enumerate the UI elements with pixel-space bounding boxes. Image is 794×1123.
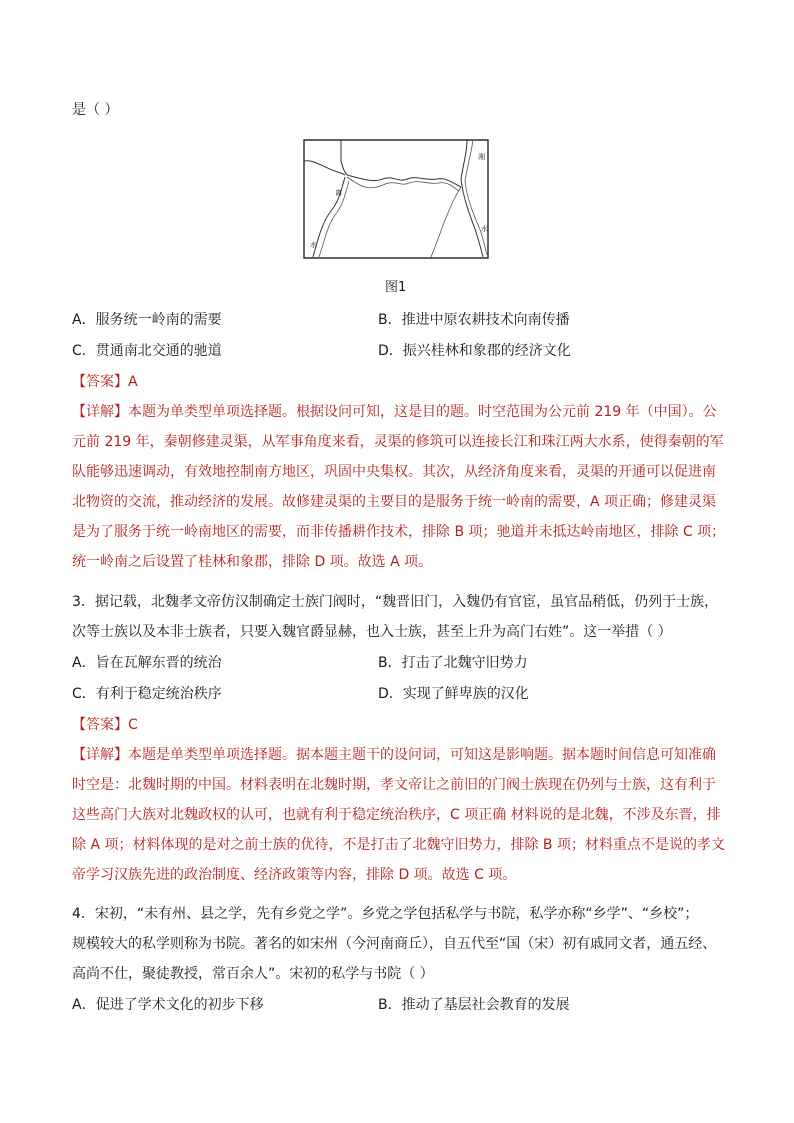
q4-option-b[interactable]: B．推动了基层社会教育的发展	[378, 997, 570, 1013]
q2-detail-line-5: 是为了服务于统一岭南地区的需要，而非传播耕作技术，排除 B 项；驰道并未抵达岭南地区，排除 C 项；	[72, 524, 726, 540]
q2-detail-line-3: 队能够迅速调动，有效地控制南方地区，巩固中央集权。其次，从经济角度来看，灵渠的开通可以促进南	[72, 464, 716, 480]
map-label-xiang: 湘	[478, 153, 485, 161]
q2-detail-line-2: 元前 219 年，秦朝修建灵渠，从军事角度来看，灵渠的修筑可以连接长江和珠江两大水系，使得秦朝的军	[72, 434, 724, 450]
q3-option-c[interactable]: C．有利于稳定统治秩序	[72, 686, 222, 702]
q2-answer	[72, 372, 138, 392]
q3-option-a[interactable]: A．旨在瓦解东晋的统治	[72, 655, 222, 671]
map-label-li: 离	[335, 189, 342, 197]
q3-stem-line-2: 次等士族以及本非士族者，只要入魏官爵显赫，也入士族，甚至上升为高门右姓”。这一举措（ ）	[72, 624, 672, 640]
q3-detail-line-5: 帝学习汉族先进的政治制度、经济政策等内容，排除 D 项。故选 C 项。	[72, 867, 517, 883]
q3-option-d[interactable]: D．实现了鲜卑族的汉化	[378, 686, 529, 702]
q3-option-b[interactable]: B．打击了北魏守旧势力	[378, 655, 528, 671]
q3-detail-tag: 【详解】	[72, 747, 128, 763]
q2-figure-map	[303, 139, 489, 259]
q2-detail-tag: 【详解】	[72, 404, 128, 420]
q3-answer	[72, 715, 138, 735]
q4-stem-line-1: 4．宋初，“未有州、县之学，先有乡党之学”。乡党之学包括私学与书院，私学亦称“乡学”、“乡校”；	[72, 906, 699, 922]
q2-answer-tag: 【答案】	[72, 374, 128, 390]
map-label-xiang-water: 水	[481, 225, 488, 233]
q2-option-b[interactable]: B．推进中原农耕技术向南传播	[378, 312, 570, 328]
q4-option-a[interactable]: A．促进了学术文化的初步下移	[72, 997, 264, 1013]
q3-detail-line-3: 这些高门大族对北魏政权的认可，也就有利于稳定统治秩序，C 项正确 材料说的是北魏，不涉及东晋，排	[72, 807, 721, 823]
q2-figure-caption: 图1	[385, 280, 407, 295]
q2-detail-line-4: 北物资的交流，推动经济的发展。故修建灵渠的主要目的是服务于统一岭南的需要，A 项正确；修建灵渠	[72, 494, 717, 510]
q3-answer-tag: 【答案】	[72, 717, 128, 733]
q2-option-c[interactable]: C．贯通南北交通的驰道	[72, 343, 222, 359]
q3-detail-line-2: 时空是：北魏时期的中国。材料表明在北魏时期，孝文帝让之前旧的门阀士族现在仍列与士族，这有利于	[72, 777, 716, 793]
q3-detail-line-4: 除 A 项；材料体现的是对之前士族的优待，不是打击了北魏守旧势力，排除 B 项；材料重点不是说的孝文	[72, 837, 725, 853]
q2-stem-tail: 是（ ）	[72, 102, 119, 118]
q3-stem-line-1: 3．据记载，北魏孝文帝仿汉制确定士族门阀时，“魏晋旧门，入魏仍有官宦，虽官品稍低，仍列于士族，	[72, 594, 719, 610]
q2-answer-value: A	[128, 374, 138, 390]
q4-stem-line-3: 高尚不仕，聚徒教授，常百余人”。宋初的私学与书院（ ）	[72, 966, 434, 982]
map-label-li-water: 水	[310, 241, 317, 249]
q2-detail-line-1: 【详解】本题为单类型单项选择题。根据设问可知，这是目的题。时空范围为公元前 219 年（中国）。公	[72, 404, 717, 420]
q2-option-d[interactable]: D．振兴桂林和象郡的经济文化	[378, 343, 571, 359]
q4-stem-line-2: 规模较大的私学则称为书院。著名的如宋州（今河南商丘），自五代至“国（宋）初有戚同文者，通五经、	[72, 936, 717, 952]
q2-option-a[interactable]: A．服务统一岭南的需要	[72, 312, 222, 328]
q3-detail-line-1: 【详解】本题是单类型单项选择题。据本题主题干的设问词，可知这是影响题。据本题时间信息可知准确	[72, 747, 716, 763]
q3-answer-value: C	[128, 717, 138, 733]
q2-detail-line-6: 统一岭南之后设置了桂林和象郡，排除 D 项。故选 A 项。	[72, 554, 433, 570]
